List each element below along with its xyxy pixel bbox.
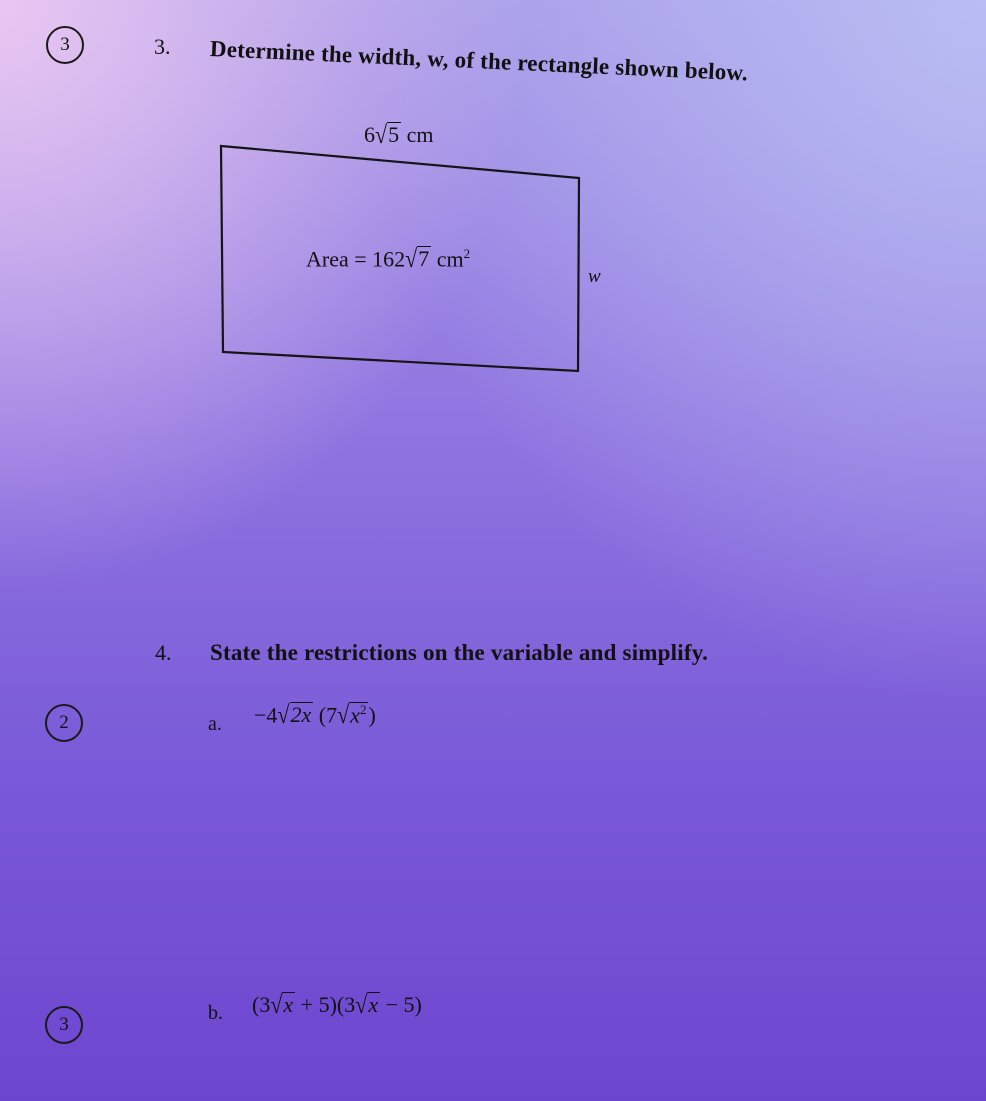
rectangle-width-label: w: [588, 266, 601, 287]
part-b-radical-1: √x: [270, 990, 294, 1019]
part-a-radicand-2-base: x: [350, 702, 360, 728]
question-3-text: Determine the width, w, of the rectangle shown below.: [209, 36, 749, 86]
part-b-radical-2: √x: [355, 990, 379, 1019]
length-coefficient: 6: [364, 122, 375, 147]
length-radicand: 5: [388, 122, 400, 147]
margin-mark-value: 3: [59, 1014, 69, 1035]
part-b-radicand-2: x: [368, 992, 379, 1017]
part-a-coefficient: −4: [254, 702, 278, 728]
area-exponent: 2: [463, 246, 471, 261]
margin-mark-value: 2: [59, 712, 69, 733]
part-a-open: (7: [318, 702, 338, 728]
length-radical: √5: [375, 120, 400, 149]
part-b-middle: + 5)(3: [295, 992, 356, 1017]
part-a-radicand-2-exp: 2: [359, 702, 367, 717]
margin-mark-q4a: [45, 704, 83, 742]
rectangle-area-label: [306, 246, 470, 272]
part-a-radicand-2: [349, 702, 368, 726]
length-unit: cm: [406, 122, 434, 147]
part-b-label: b.: [208, 1002, 223, 1024]
area-coefficient: 162: [372, 246, 406, 272]
part-a-label: a.: [208, 713, 222, 735]
part-b-open-1: (3: [252, 992, 271, 1017]
part-a-radicand-1: 2x: [290, 702, 312, 728]
margin-mark-q3: [46, 26, 84, 64]
question-4-text: State the restrictions on the variable and simplify.: [210, 640, 709, 665]
margin-mark-value: 3: [60, 34, 70, 55]
margin-mark-q4b: [45, 1006, 83, 1044]
part-a-radical-2: $√x^2$: [337, 700, 367, 730]
part-a-radical-1: √2x: [277, 700, 312, 730]
area-radicand: 7: [418, 246, 430, 272]
part-a-expression: [254, 702, 376, 728]
area-prefix: Area =: [306, 246, 373, 272]
part-b-end: − 5): [380, 992, 422, 1017]
question-3-number: 3.: [154, 34, 171, 59]
question-4-number: 4.: [155, 640, 172, 665]
part-a-close: ): [368, 702, 376, 728]
part-b-expression: [252, 992, 422, 1018]
part-b-radicand-1: x: [283, 992, 294, 1017]
area-unit: cm: [436, 246, 464, 272]
area-radical: √7: [405, 244, 430, 274]
